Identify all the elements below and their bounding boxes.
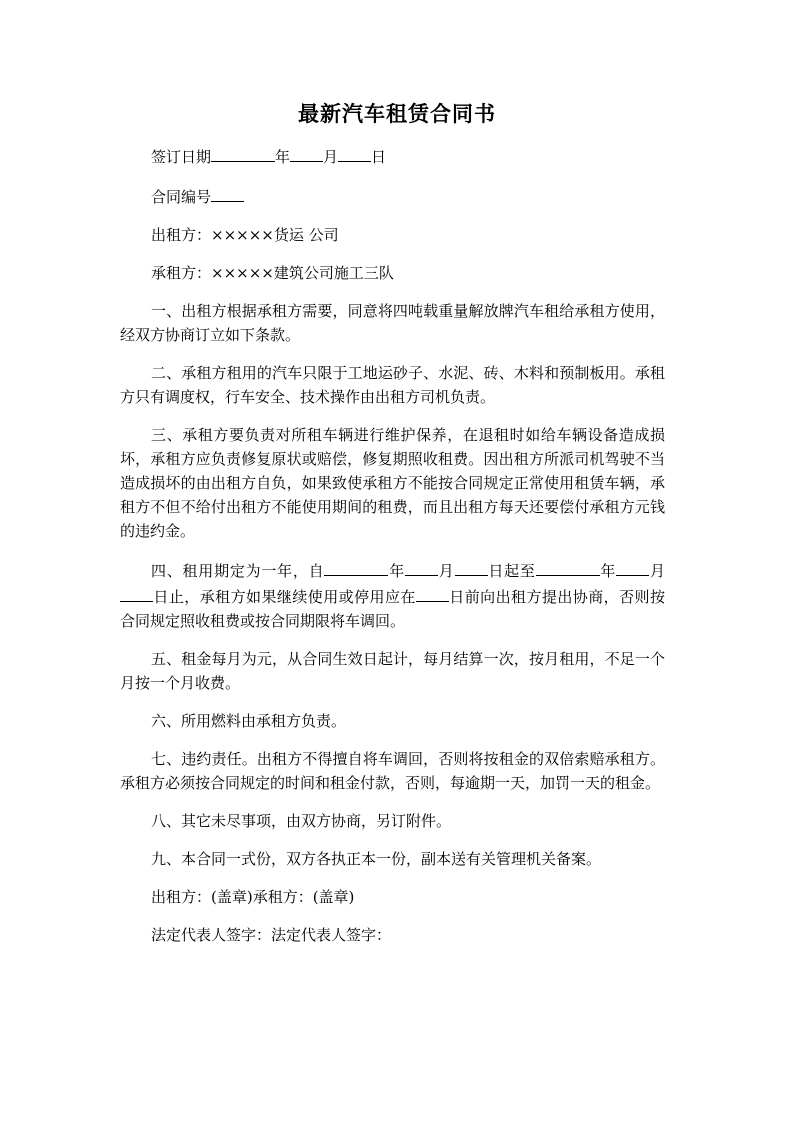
contract-number-line [120,183,665,209]
seal-line: 出租方：(盖章)承租方：(盖章) [151,888,355,906]
clause-4-year-1: 年 [388,562,406,580]
sign-date-year-blank [211,143,275,162]
clause-4-to-year-blank [536,557,600,576]
clause-4-from-month-blank [405,557,438,576]
clause-6: 六、所用燃料由承租方负责。 [151,712,347,730]
clause-2: 二、承租方租用的汽车只限于工地运砂子、水泥、砖、木料和预制板用。承租方只有调度权，行车安全、技术操作由出租方司机负责。 [120,364,665,406]
clause-5: 五、租金每月为元，从合同生效日起计，每月结算一次，按月租用，不足一个月按一个月收费。 [120,650,665,692]
clause-4-from-year-blank [324,557,388,576]
sign-date-label: 签订日期 [151,148,212,166]
clause-9: 九、本合同一式份，双方各执正本一份，副本送有关管理机关备案。 [151,850,602,868]
sign-date-day-label: 日 [371,148,387,166]
sign-date-year-label: 年 [275,148,291,166]
clause-4-to-day-blank [120,583,153,602]
contract-number-blank [211,183,244,202]
clause-3: 三、承租方要负责对所租车辆进行维护保养，在退租时如给车辆设备造成损坏，承租方应负责修复原状或赔偿，修复期照收租费。因出租方所派司机驾驶不当造成损坏的由出租方自负，如果致使承租方不能按合同规定正常使用租赁车辆，承租方不但不给付出租方不能使用期间的租费，而且出租方每天还要偿付承租方元钱的违约金。 [120,426,665,540]
clause-4-day-1: 日起至 [487,562,536,580]
clause-4-month-1: 月 [438,562,455,580]
clause-4-from-day-blank [455,557,488,576]
contract-number-label: 合同编号 [151,188,212,206]
document-title: 最新汽车租赁合同书 [298,101,496,126]
sign-date-day-blank [338,143,371,162]
sign-date-line [120,143,665,169]
document-body [120,143,665,961]
clause-4-to-month-blank [616,557,649,576]
clause-4-year-2: 年 [599,562,617,580]
clause-4-month-2: 月 [649,562,665,580]
clause-4-text-1: 四、租用期定为一年，自 [151,562,325,580]
clause-1: 一、出租方根据承租方需要，同意将四吨载重量解放牌汽车租给承租方使用，经双方协商订立如下条款。 [120,302,665,344]
sign-date-month-label: 月 [323,148,339,166]
clause-8: 八、其它未尽事项，由双方协商，另订附件。 [151,812,452,830]
signature-line: 法定代表人签字：法定代表人签字： [151,926,392,944]
clause-4-text-2: 日止，承租方如果继续使用或停用应在 [153,588,416,606]
clause-4 [120,557,665,633]
clause-7: 七、违约责任。出租方不得擅自将车调回，否则将按租金的双倍索赔承租方。承租方必须按合同规定的时间和租金付款，否则，每逾期一天，加罚一天的租金。 [120,750,665,792]
sign-date-month-blank [290,143,323,162]
lessor-line: 出租方：×××××货运 公司 [151,226,339,244]
clause-4-notice-blank [416,583,449,602]
lessee-line: 承租方：×××××建筑公司施工三队 [151,264,394,282]
clause-4-text-3: 日前向出租方提出协商，否则按合同规定照收租费或按合同期限将车调回。 [120,588,665,630]
